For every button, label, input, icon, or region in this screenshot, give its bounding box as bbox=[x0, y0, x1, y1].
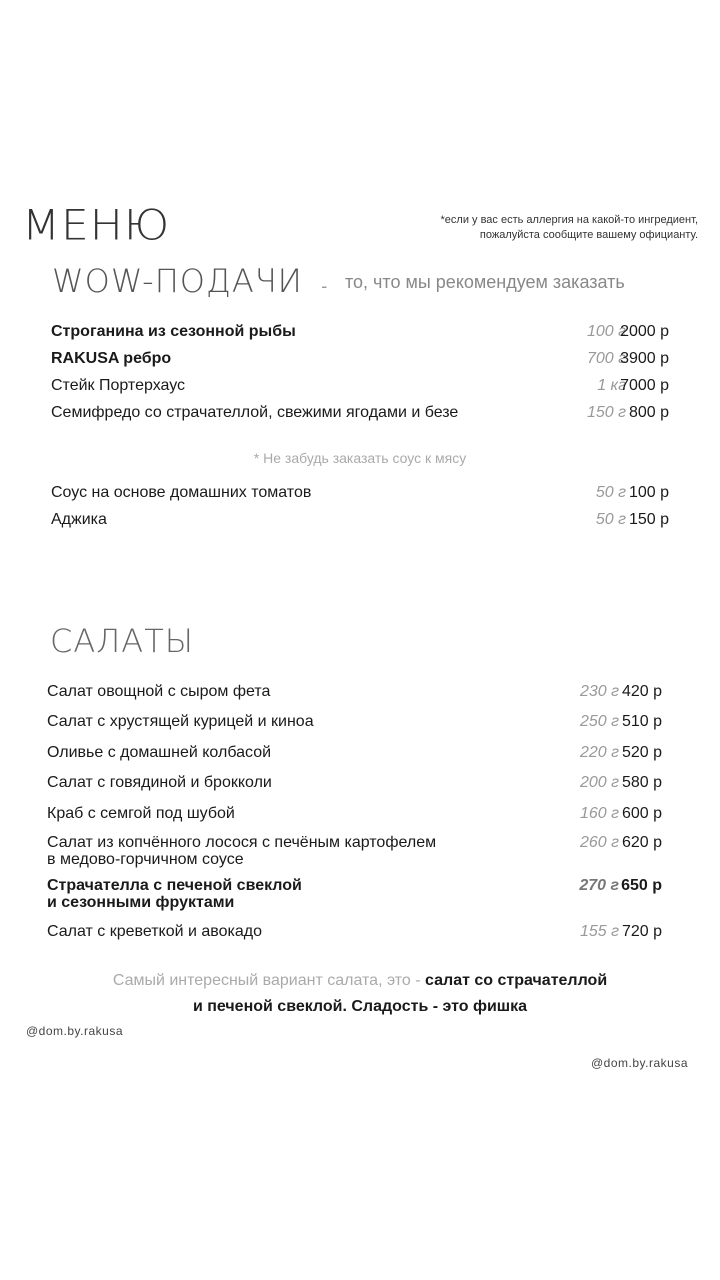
page-title: МЕНЮ bbox=[22, 201, 171, 250]
menu-item bbox=[51, 509, 671, 531]
allergy-note-line1: *если у вас есть аллергия на какой-то ингредиент, bbox=[440, 214, 698, 226]
item-price: 580 р bbox=[621, 774, 662, 791]
item-name: Салат овощной с сыром фета bbox=[47, 683, 271, 700]
item-weight: 1 кг bbox=[597, 377, 626, 394]
item-price: 510 р bbox=[621, 713, 662, 730]
menu-item bbox=[47, 711, 667, 733]
menu-item bbox=[47, 921, 667, 943]
item-weight: 160 г bbox=[579, 805, 619, 822]
recommendation-line2 bbox=[0, 995, 720, 1019]
item-price: 420 р bbox=[621, 683, 662, 700]
menu-item bbox=[51, 375, 671, 397]
wow-section-title: WOW-ПОДАЧИ bbox=[52, 262, 303, 300]
item-name: Аджика bbox=[51, 511, 107, 528]
recommendation-line1 bbox=[0, 969, 720, 993]
item-name bbox=[47, 834, 436, 868]
menu-item bbox=[51, 348, 671, 370]
item-weight: 700 г bbox=[586, 350, 626, 367]
item-price: 7000 р bbox=[620, 377, 669, 394]
item-weight: 220 г bbox=[579, 744, 619, 761]
item-name: Салат с хрустящей курицей и киноа bbox=[47, 713, 314, 730]
item-name: Соус на основе домашних томатов bbox=[51, 484, 312, 501]
item-price: 2000 р bbox=[620, 323, 669, 340]
menu-item bbox=[47, 877, 667, 917]
item-weight: 250 г bbox=[579, 713, 619, 730]
item-name-line1: Страчателла с печеной свеклой bbox=[47, 877, 302, 894]
menu-item bbox=[51, 482, 671, 504]
sauce-note: * Не забудь заказать соус к мясу bbox=[253, 450, 467, 466]
recommendation-bold2: и печеной свеклой. Сладость - это фишка bbox=[192, 998, 528, 1015]
allergy-note-line2: пожалуйста сообщите вашему официанту. bbox=[479, 229, 698, 241]
item-name-line2: и сезонными фруктами bbox=[47, 894, 235, 911]
recommendation-bold1: салат со страчателлой bbox=[425, 972, 608, 989]
handle-left: @dom.by.rakusa bbox=[26, 1024, 123, 1038]
item-weight: 150 г bbox=[586, 404, 626, 421]
item-price: 600 р bbox=[621, 805, 662, 822]
menu-item bbox=[51, 321, 671, 343]
item-name: Салат с говядиной и брокколи bbox=[47, 774, 272, 791]
item-weight: 100 г bbox=[586, 323, 626, 340]
item-name bbox=[47, 877, 302, 911]
item-weight: 230 г bbox=[579, 683, 619, 700]
menu-item bbox=[47, 742, 667, 764]
item-price: 150 р bbox=[628, 511, 669, 528]
menu-item bbox=[47, 681, 667, 703]
menu-item bbox=[47, 803, 667, 825]
item-name: Стейк Портерхаус bbox=[51, 377, 186, 394]
item-price: 3900 р bbox=[620, 350, 669, 367]
item-weight: 50 г bbox=[595, 484, 626, 501]
item-price: 650 р bbox=[621, 877, 662, 894]
item-price: 720 р bbox=[621, 923, 662, 940]
wow-section-header bbox=[52, 262, 625, 302]
wow-section-dash: - bbox=[321, 276, 328, 296]
item-weight: 260 г bbox=[579, 834, 619, 851]
item-price: 100 р bbox=[628, 484, 669, 501]
item-name-line2: в медово-горчичном соусе bbox=[47, 851, 244, 868]
wow-section-subtitle: то, что мы рекомендуем заказать bbox=[345, 272, 625, 292]
menu-item bbox=[47, 772, 667, 794]
item-name-line1: Салат из копчённого лосося с печёным картофелем bbox=[47, 834, 437, 851]
item-weight: 270 г bbox=[579, 877, 619, 894]
recommendation-light: Самый интересный вариант салата, это - bbox=[112, 972, 426, 989]
menu-item bbox=[51, 402, 671, 424]
salads-section-title: САЛАТЫ bbox=[50, 622, 194, 660]
item-weight: 155 г bbox=[579, 923, 619, 940]
item-name: Салат с креветкой и авокадо bbox=[47, 923, 262, 940]
item-name: Семифредо со страчателлой, свежими ягодами и безе bbox=[51, 404, 459, 421]
salad-recommendation bbox=[0, 969, 720, 1019]
item-price: 620 р bbox=[621, 834, 662, 851]
item-weight: 200 г bbox=[579, 774, 619, 791]
item-name: Строганина из сезонной рыбы bbox=[51, 323, 296, 340]
item-name: RAKUSA ребро bbox=[51, 350, 172, 367]
allergy-note bbox=[368, 213, 698, 243]
item-weight: 50 г bbox=[595, 511, 626, 528]
item-name: Оливье с домашней колбасой bbox=[47, 744, 272, 761]
item-name: Краб с семгой под шубой bbox=[47, 805, 235, 822]
item-price: 800 р bbox=[628, 404, 669, 421]
item-price: 520 р bbox=[621, 744, 662, 761]
menu-item bbox=[47, 834, 667, 874]
handle-right: @dom.by.rakusa bbox=[591, 1056, 688, 1070]
